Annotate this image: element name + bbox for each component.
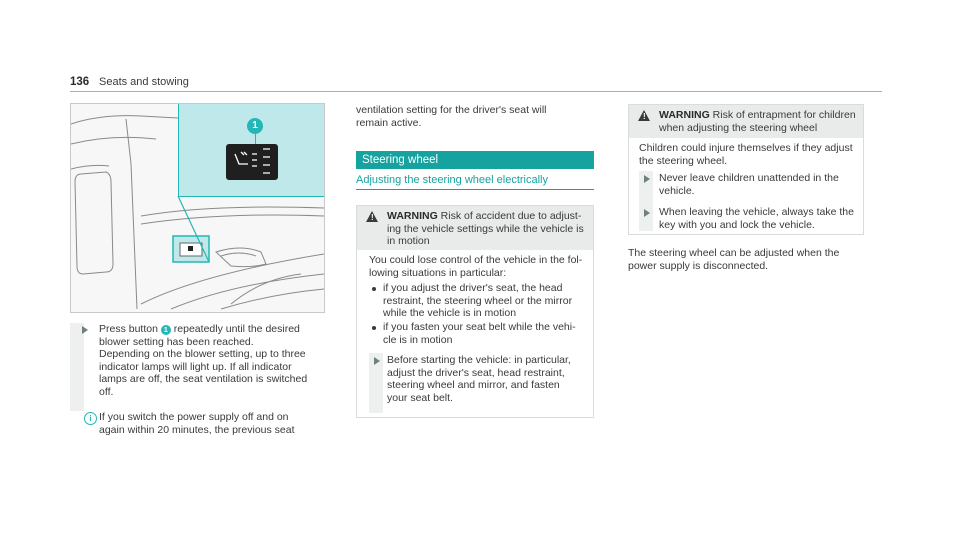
step-arrow-icon	[82, 326, 88, 334]
bullet-icon	[372, 287, 376, 291]
callout-number-badge: 1	[247, 118, 263, 134]
section-heading: Steering wheel	[356, 151, 594, 169]
sub-heading: Adjusting the steering wheel electrically	[356, 174, 548, 186]
callout-leader	[255, 134, 256, 144]
warning-body: You could lose control of the vehicle in the fol- lowing situations in particular:	[369, 254, 583, 279]
warning-box-accident	[356, 205, 594, 418]
bullet-item: if you fasten your seat belt while the vehi- cle is in motion	[383, 321, 576, 346]
sub-heading-rule	[356, 189, 594, 190]
door-panel-illustration	[70, 103, 325, 313]
step-arrow-icon	[644, 209, 650, 217]
warning-title: WARNING Risk of entrapment for children when adjusting the steering wheel	[659, 109, 856, 134]
warning-step: Never leave children unattended in the vehicle.	[659, 172, 839, 197]
warning-box-entrapment	[628, 104, 864, 235]
warning-exclamation: !	[643, 112, 646, 121]
header-rule	[70, 91, 882, 92]
step-press-button: Press button 1 repeatedly until the desired blower setting has been reached. Depending on the blower setting, up to three indicator lamps will light up. If all indicator lamps are off, the seat ventilation is switched off.	[99, 323, 308, 398]
warning-exclamation: !	[371, 213, 374, 222]
note-continuation: ventilation setting for the driver's seat will remain active.	[356, 104, 547, 129]
warning-step: When leaving the vehicle, always take the key with you and lock the vehicle.	[659, 206, 854, 231]
section-title: Seats and stowing	[99, 76, 189, 88]
door-drawing	[71, 104, 324, 312]
callout-ref-badge: 1	[161, 325, 171, 335]
page-number: 136	[70, 76, 90, 88]
step-arrow-icon	[374, 357, 380, 365]
warning-step: Before starting the vehicle: in particular, adjust the driver's seat, head restraint, steering wheel and mirror, and fasten your seat belt.	[387, 354, 571, 404]
step-bar	[70, 323, 84, 411]
bullet-icon	[372, 326, 376, 330]
info-icon: i	[84, 412, 97, 425]
note-text: If you switch the power supply off and on again within 20 minutes, the previous seat	[99, 411, 295, 436]
warning-body: Children could injure themselves if they adjust the steering wheel.	[639, 142, 853, 167]
step-arrow-icon	[644, 175, 650, 183]
bullet-item: if you adjust the driver's seat, the head restraint, the steering wheel or the mirror while the vehicle is in motion	[383, 282, 573, 319]
warning-title: WARNING Risk of accident due to adjust- ing the vehicle settings while the vehicle is in motion	[387, 210, 584, 247]
steering-paragraph: The steering wheel can be adjusted when the power supply is disconnected.	[628, 247, 840, 272]
